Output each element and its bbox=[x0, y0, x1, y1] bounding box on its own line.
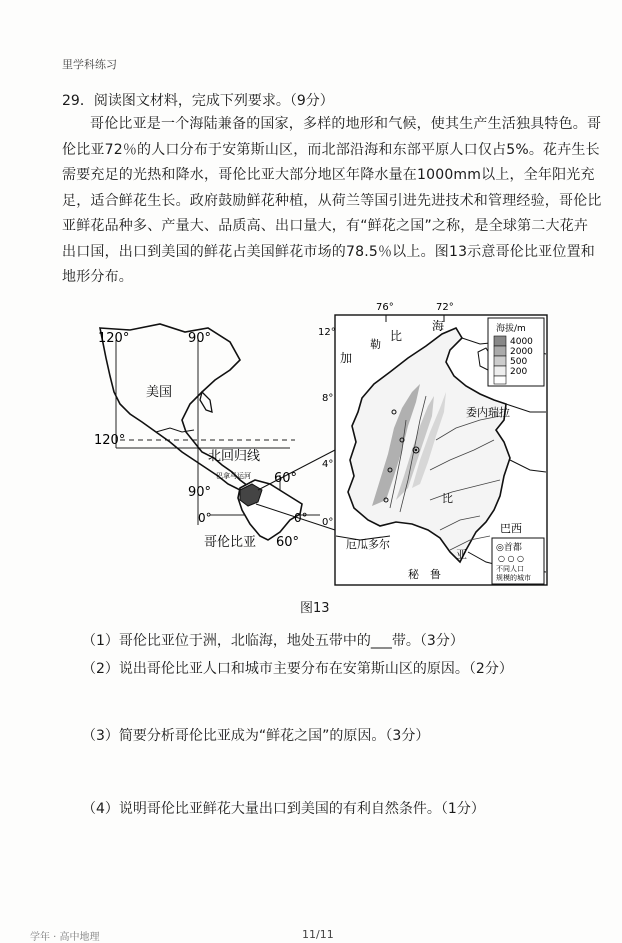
zero-left-label: 0° bbox=[198, 511, 212, 525]
ya-label: 亚 bbox=[456, 548, 467, 561]
legend-city-label-2: 规模的城市 bbox=[496, 574, 531, 582]
lon-72: 72° bbox=[436, 302, 454, 313]
le-label: 勒 bbox=[370, 338, 381, 351]
sub-question-3: （3）简要分析哥伦比亚成为“鲜花之国”的原因。（3分） bbox=[82, 728, 430, 744]
legend-500: 500 bbox=[510, 357, 528, 367]
tropic-label: 北回归线 bbox=[208, 449, 261, 464]
usa-label: 美国 bbox=[146, 385, 173, 400]
lon-76: 76° bbox=[376, 302, 394, 313]
colombia-label: 哥伦比亚 bbox=[204, 535, 257, 550]
legend-city-dots: ○ ○ ○ bbox=[498, 554, 525, 563]
question-title: 29．阅读图文材料，完成下列要求。（9分） bbox=[62, 93, 334, 109]
brazil-label: 巴西 bbox=[500, 522, 522, 535]
page-number: 11/11 bbox=[302, 928, 334, 941]
sub-question-4: （4）说明哥伦比亚鲜花大量出口到美国的有利自然条件。（1分） bbox=[82, 801, 485, 817]
legend-city-label-1: 不同人口 bbox=[496, 565, 524, 573]
legend-2000: 2000 bbox=[510, 347, 533, 357]
lat-120-left: 120° bbox=[94, 433, 126, 448]
lat-0: 0° bbox=[322, 517, 334, 528]
lat-90-label: 90° bbox=[188, 485, 212, 500]
footer-left: 学年 · 高中地理 bbox=[30, 932, 100, 943]
bi-label: 比 bbox=[442, 492, 453, 505]
sub-question-1: （1）哥伦比亚位于洲，北临海，地处五带中的___带。（3分） bbox=[82, 633, 464, 649]
page-header: 里学科练习 bbox=[62, 58, 117, 71]
figure-caption: 图13 bbox=[300, 601, 330, 616]
jia-label: 加 bbox=[340, 351, 353, 365]
peru-label: 秘 鲁 bbox=[408, 568, 441, 581]
sub-question-2: （2）说出哥伦比亚人口和城市主要分布在安第斯山区的原因。（2分） bbox=[82, 661, 513, 677]
question-paragraph: 哥伦比亚是一个海陆兼备的国家，多样的地形和气候，使其生产生活独具特色。哥伦比亚72％的人口分布于安第斯山区，而北部沿海和东部平原人口仅占5%。花卉生长需要充足的光热和降水，哥伦比亚大部分地区年降水量在1000mm以上，全年阳光充足，适合鲜花生长。政府鼓励鲜花种植，从荷兰等国引进先进技术和管理经验，哥伦比亚鲜花品种多、产量大、品质高、出口量大，有“鲜花之国”之称，是全球第二大花卉出口国，出口到美国的鲜花占美国鲜花市场的78.5％以上。图13示意哥伦比亚位置和地形分布。 bbox=[62, 116, 602, 285]
elevation-legend bbox=[488, 318, 544, 386]
legend-4000: 4000 bbox=[510, 337, 533, 347]
figure-13-maps bbox=[90, 300, 550, 595]
ecuador-label: 厄瓜多尔 bbox=[346, 538, 390, 551]
legend-title: 海拔/m bbox=[496, 324, 526, 334]
sea-bi-label: 比 bbox=[390, 329, 403, 343]
locator-map bbox=[94, 324, 335, 550]
city-legend bbox=[492, 538, 544, 584]
legend-200: 200 bbox=[510, 367, 528, 377]
lon-90-top: 90° bbox=[188, 331, 212, 346]
lon-120-top: 120° bbox=[98, 331, 130, 346]
venezuela-label: 委内瑞拉 bbox=[466, 406, 510, 419]
lat-8: 8° bbox=[322, 393, 334, 404]
legend-capital: ◎首都 bbox=[496, 543, 522, 553]
zero-right-label: 0° bbox=[294, 511, 308, 525]
lon-60-bottom: 60° bbox=[276, 535, 300, 550]
lat-4: 4° bbox=[322, 459, 334, 470]
panama-label: 巴拿马运河 bbox=[216, 472, 251, 480]
sea-hai-label: 海 bbox=[432, 319, 445, 333]
lat-12: 12° bbox=[318, 327, 336, 338]
colombia-detail-map bbox=[318, 302, 547, 585]
lat-60-label: 60° bbox=[274, 471, 298, 486]
